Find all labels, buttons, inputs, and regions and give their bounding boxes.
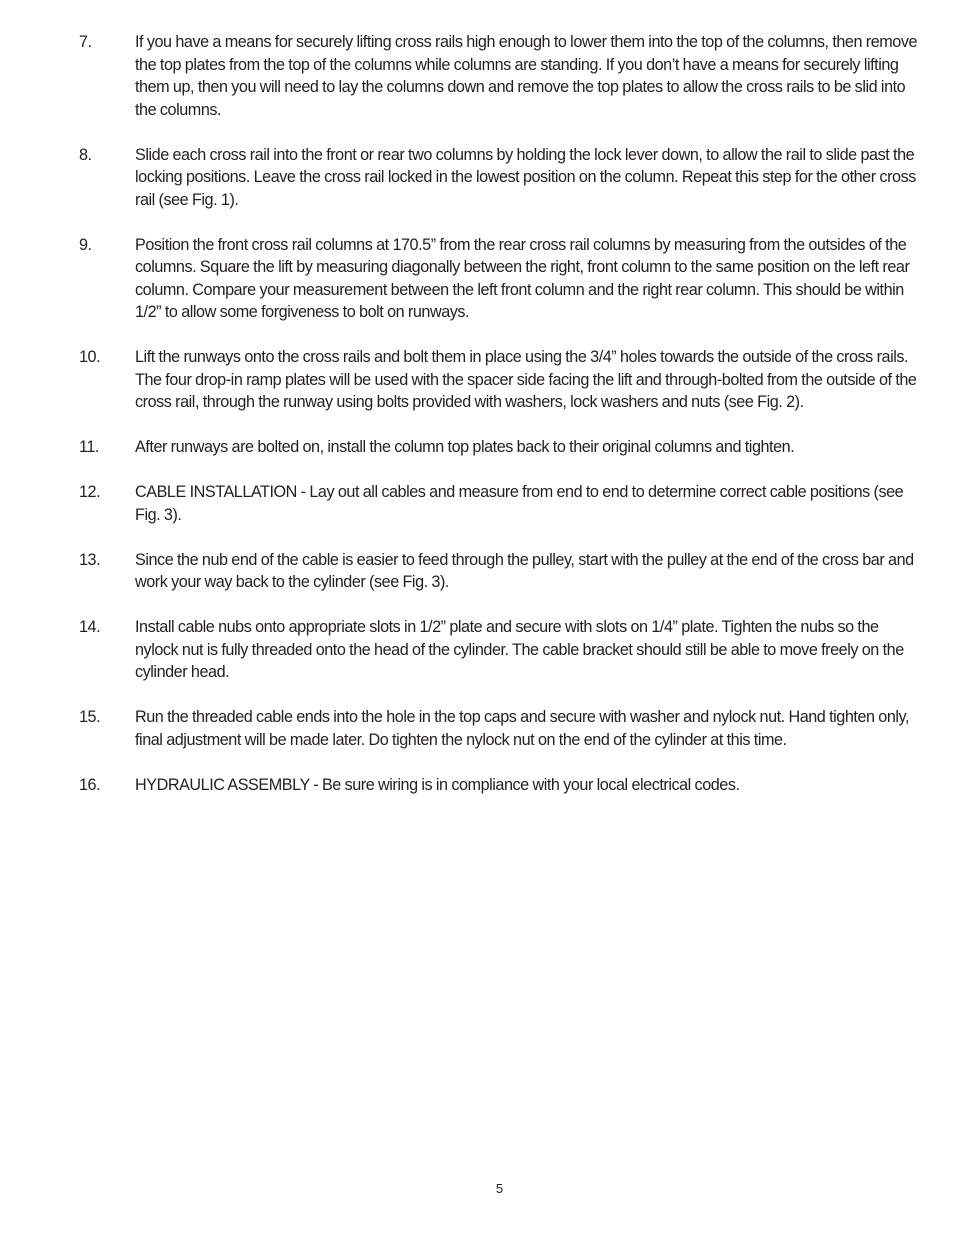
instruction-step <box>79 346 924 414</box>
step-text: Install cable nubs onto appropriate slots in 1/2” plate and secure with slots on 1/4” plate. Tighten the nubs so the nylock nut is fully threaded onto the head of the cylinder. The cable bracket should still be able to move freely on the cylinder head. <box>135 618 904 681</box>
instruction-step <box>79 436 924 459</box>
step-number: 12. <box>79 483 101 501</box>
instruction-step <box>79 481 924 526</box>
page-number: 5 <box>495 1181 504 1196</box>
instruction-step <box>79 234 924 324</box>
instruction-step <box>79 549 924 594</box>
step-text: Position the front cross rail columns at 170.5” from the rear cross rail columns by measuring from the outsides of the columns. Square the lift by measuring diagonally between the right, front column to the same position on the left rear column. Compare your measurement between the left front column and the right rear column. This should be within 1/2” to allow some forgiveness to bolt on runways. <box>135 235 910 321</box>
instruction-step <box>79 31 924 121</box>
step-number: 9. <box>79 235 92 254</box>
step-text: CABLE INSTALLATION - Lay out all cables and measure from end to end to determine correct cable positions (see Fig. 3). <box>135 483 904 524</box>
step-number: 10. <box>79 348 101 366</box>
instruction-step <box>79 706 924 751</box>
instruction-step <box>79 144 924 212</box>
step-number: 16. <box>79 775 101 794</box>
step-text: HYDRAULIC ASSEMBLY - Be sure wiring is in compliance with your local electrical codes. <box>135 775 740 794</box>
step-text: Lift the runways onto the cross rails and bolt them in place using the 3/4” holes towards the outside of the cross rails. The four drop-in ramp plates will be used with the spacer side facing the lift and through-bolted from the outside of the cross rail, through the runway using bolts provided with washers, lock washers and nuts (see Fig. 2). <box>135 348 917 411</box>
step-number: 15. <box>79 708 101 726</box>
step-number: 8. <box>79 145 92 164</box>
step-text: After runways are bolted on, install the column top plates back to their original columns and tighten. <box>135 438 795 456</box>
step-number: 11. <box>79 438 99 456</box>
step-text: Run the threaded cable ends into the hole in the top caps and secure with washer and nylock nut. Hand tighten only, final adjustment will be made later. Do tighten the nylock nut on the end of the cylinder at this time. <box>135 708 910 749</box>
instruction-step <box>79 616 924 684</box>
step-text: Slide each cross rail into the front or rear two columns by holding the lock lever down, to allow the rail to slide past the locking positions. Leave the cross rail locked in the lowest position on the column. Repeat this step for the other cross rail (see Fig. 1). <box>135 145 916 209</box>
instruction-step <box>79 774 924 797</box>
step-text: Since the nub end of the cable is easier to feed through the pulley, start with the pulley at the end of the cross bar and work your way back to the cylinder (see Fig. 3). <box>135 550 914 591</box>
step-number: 7. <box>79 33 92 51</box>
step-number: 14. <box>79 618 101 636</box>
step-number: 13. <box>79 550 101 569</box>
instruction-list <box>79 31 924 819</box>
step-text: If you have a means for securely lifting cross rails high enough to lower them into the top of the columns, then remove the top plates from the top of the columns while columns are standing. If you don’t have a means for securely lifting them up, then you will need to lay the columns down and remove the top plates to allow the cross rails to be slid into the columns. <box>135 33 918 119</box>
